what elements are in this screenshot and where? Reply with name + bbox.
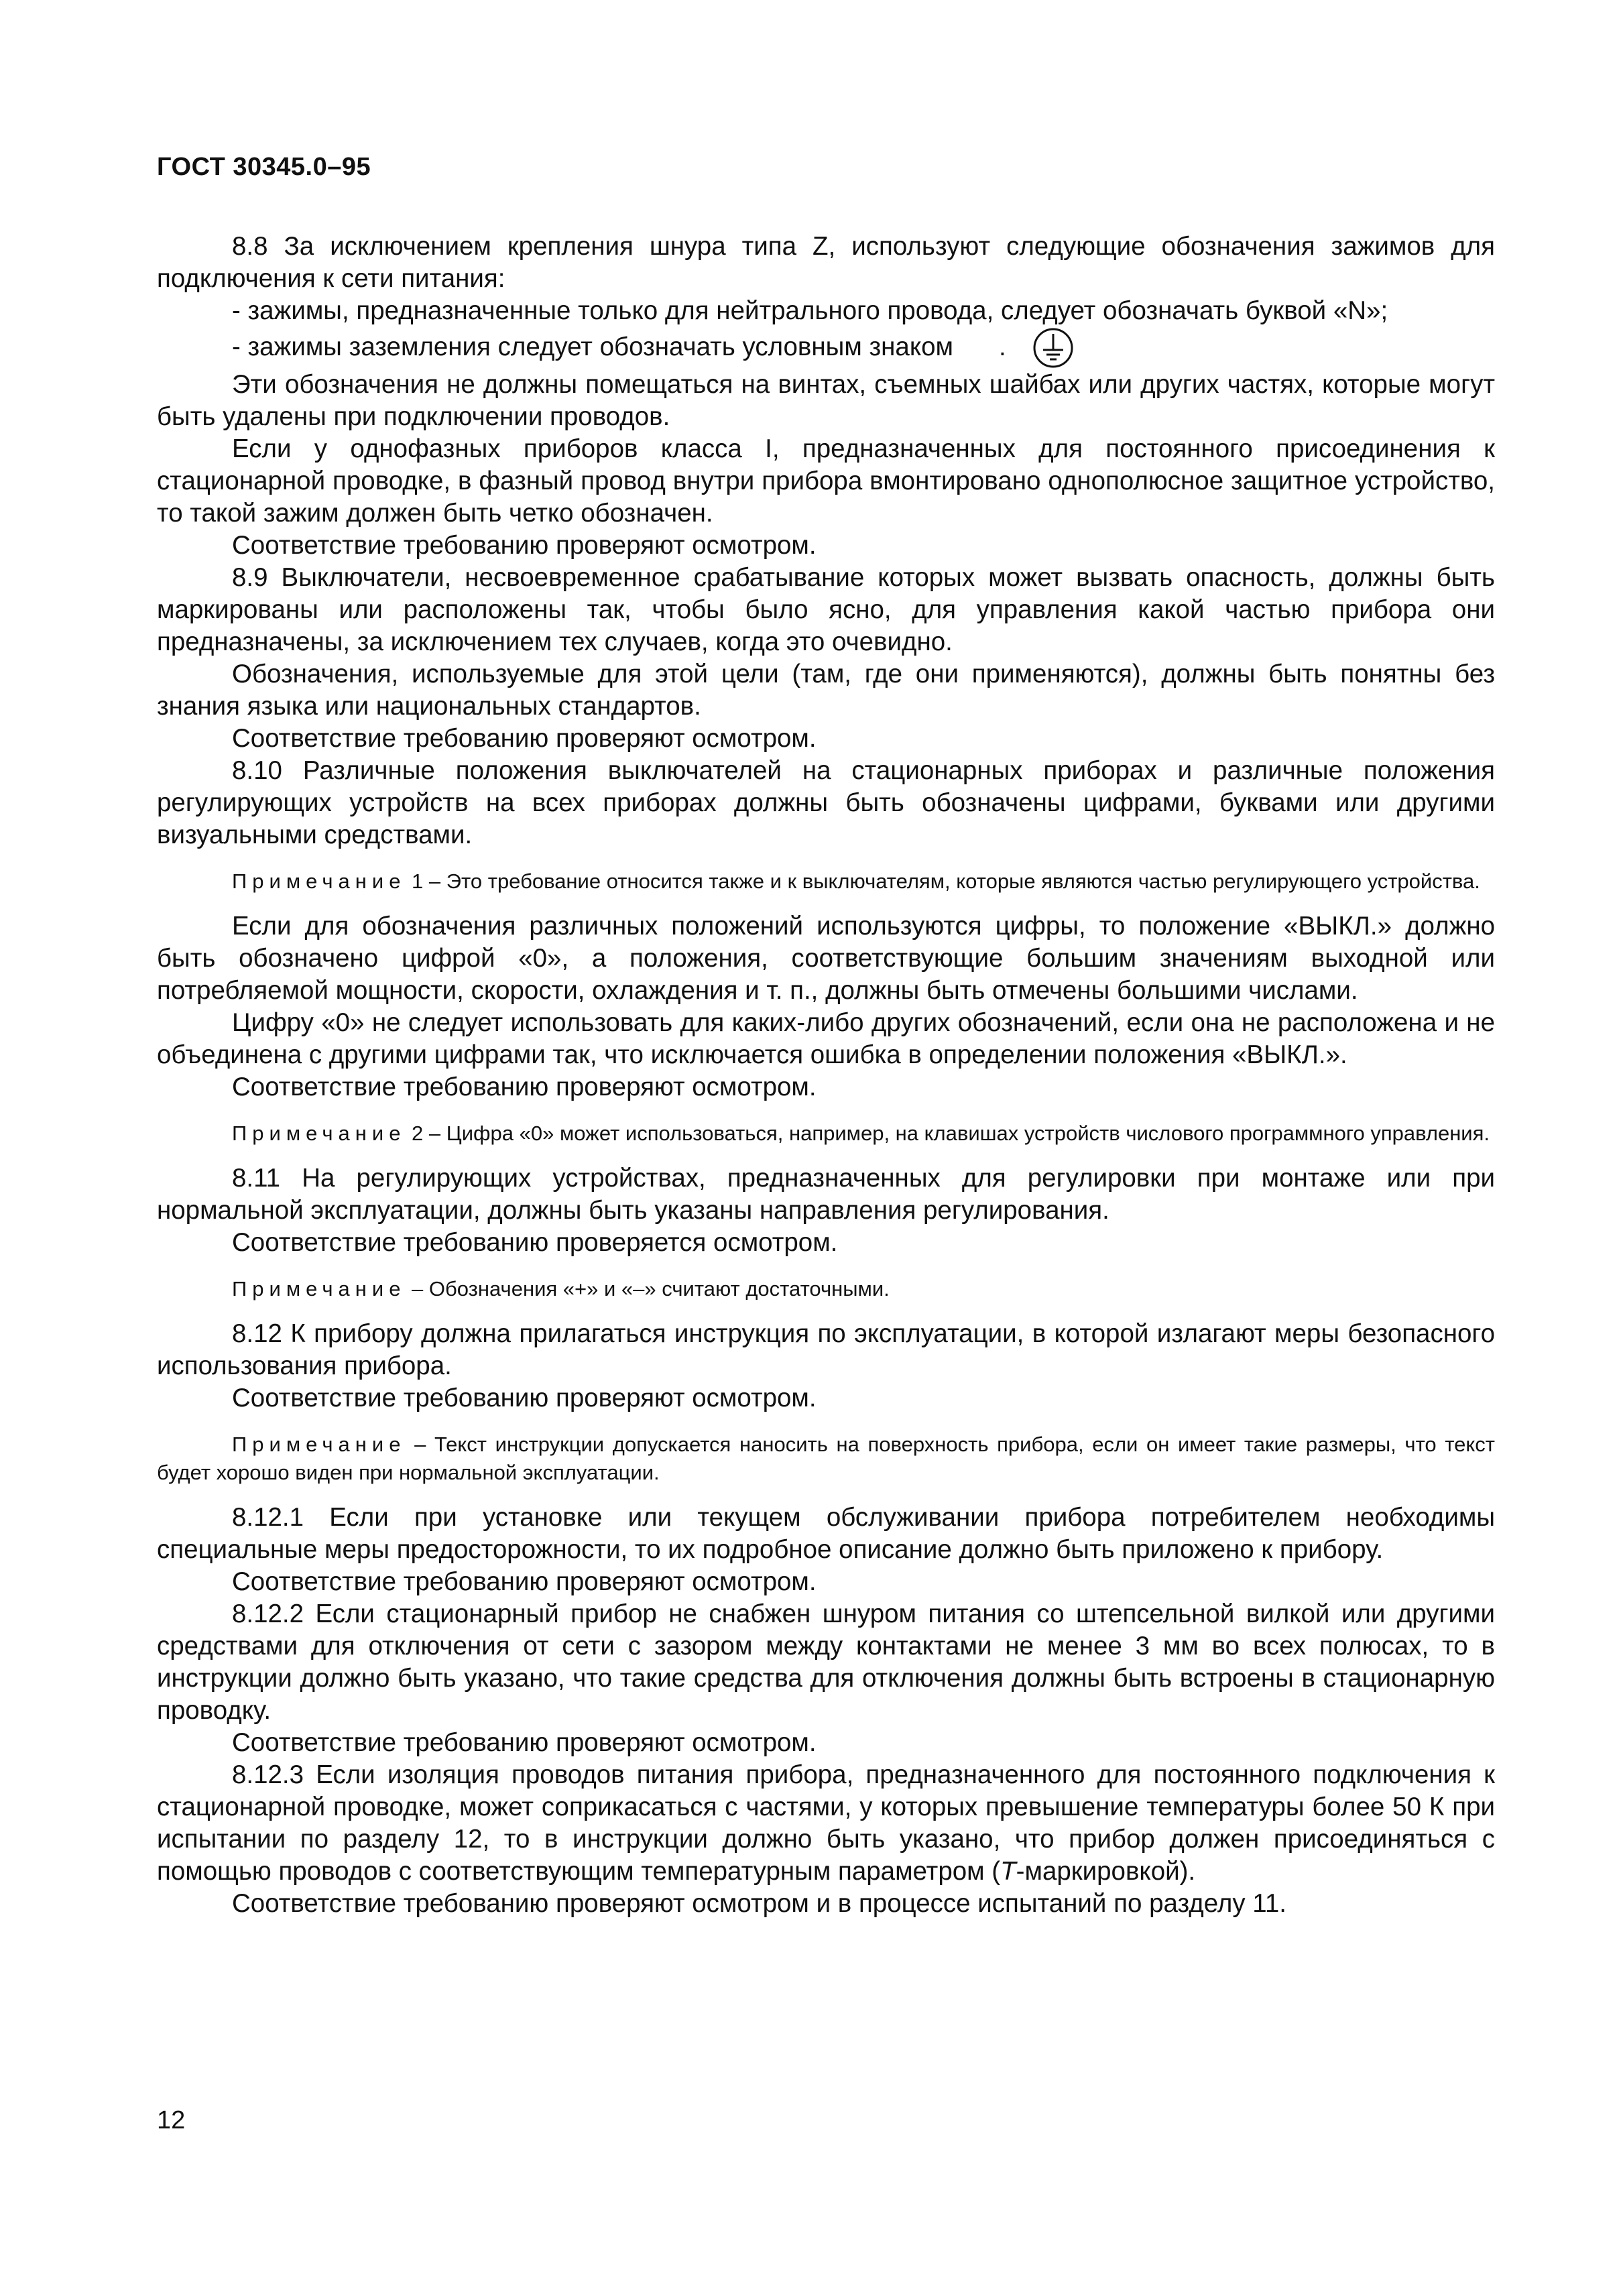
paragraph-8-10-c: Цифру «0» не следует использовать для каких-либо других обозначений, если она не расположена и не объединена с другими цифрами так, что исключается ошибка в определении положения «ВЫКЛ.».	[157, 1008, 1495, 1069]
note-3	[157, 1275, 1495, 1303]
protective-earth-icon	[957, 327, 999, 369]
paragraph-8-9: 8.9 Выключатели, несвоевременное срабатывание которых может вызвать опасность, должны быть маркированы или расположены так, чтобы было ясно, для управления какой частью прибора они предназначены, за исключением тех случаев, когда это очевидно.	[157, 563, 1495, 656]
check-8-8: Соответствие требованию проверяют осмотром.	[232, 531, 817, 560]
paragraph-8-12-1: 8.12.1 Если при установке или текущем обслуживании прибора потребителем необходимы специальные меры предосторожности, то их подробное описание должно быть приложено к прибору.	[157, 1503, 1495, 1564]
paragraph-8-12-3-text: 8.12.3 Если изоляция проводов питания прибора, предназначенного для постоянного подключения к стационарной проводке, может соприкасаться с частями, у которых превышение температуры более 50 К при испытании по разделу 12, то в инструкции должно быть указано, что прибор должен присоединяться с помощью проводов с соответствующим температурным параметром (	[157, 1760, 1495, 1886]
paragraph-8-8: 8.8 За исключением крепления шнура типа Z, используют следующие обозначения зажимов для подключения к сети питания:	[157, 232, 1495, 293]
note-label: Примечание	[232, 1122, 406, 1145]
paragraph-8-12-3-end: -маркировкой).	[1016, 1857, 1196, 1886]
note-1	[157, 867, 1495, 896]
note-label: Примечание	[232, 869, 406, 893]
paragraph-8-12-2: 8.12.2 Если стационарный прибор не снабжен шнуром питания со штепсельной вилкой или другими средствами для отключения от сети с зазором между контактами не менее 3 мм во всех полюсах, то в инструкции должно быть указано, что такие средства для отключения должны быть встроены в стационарную проводку.	[157, 1599, 1495, 1725]
check-8-11: Соответствие требованию проверяется осмотром.	[232, 1228, 838, 1257]
document-body	[157, 231, 1495, 1920]
check-8-9: Соответствие требованию проверяют осмотром.	[232, 724, 817, 753]
paragraph-8-10-b: Если для обозначения различных положений используются цифры, то положение «ВЫКЛ.» должно быть обозначено цифрой «0», а положения, соответствующие большим значениям выходной или потребляемой мощности, скорости, охлаждения и т. п., должны быть отмечены большими числами.	[157, 912, 1495, 1005]
document-header: ГОСТ 30345.0–95	[157, 153, 371, 181]
list-item-neutral: - зажимы, предназначенные только для нейтрального провода, следует обозначать буквой «N»;	[232, 296, 1388, 325]
paragraph-8-12: 8.12 К прибору должна прилагаться инструкция по эксплуатации, в которой излагают меры безопасного использования прибора.	[157, 1319, 1495, 1380]
note-text: – Текст инструкции допускается наносить на поверхность прибора, если он имеет такие размеры, что текст будет хорошо виден при нормальной эксплуатации.	[157, 1433, 1495, 1484]
note-label: Примечание	[232, 1277, 406, 1301]
note-text: 2 – Цифра «0» может использоваться, например, на клавишах устройств числового программного управления.	[406, 1122, 1490, 1145]
paragraph-8-10: 8.10 Различные положения выключателей на стационарных приборах и различные положения регулирующих устройств на всех приборах должны быть обозначены цифрами, буквами или другими визуальными средствами.	[157, 756, 1495, 849]
paragraph-8-11: 8.11 На регулирующих устройствах, предназначенных для регулировки при монтаже или при нормальной эксплуатации, должны быть указаны направления регулирования.	[157, 1164, 1495, 1225]
paragraph-8-8-c: Эти обозначения не должны помещаться на винтах, съемных шайбах или других частях, которые могут быть удалены при подключении проводов.	[157, 370, 1495, 431]
check-8-12: Соответствие требованию проверяют осмотром.	[232, 1384, 817, 1412]
note-label: Примечание	[232, 1433, 406, 1456]
check-8-12-1: Соответствие требованию проверяют осмотром.	[232, 1567, 817, 1596]
note-text: – Обозначения «+» и «–» считают достаточными.	[406, 1277, 890, 1301]
note-2	[157, 1120, 1495, 1148]
t-marking: Т	[1000, 1857, 1016, 1886]
list-item-earth-end: .	[998, 333, 1006, 361]
paragraph-8-12-3	[157, 1759, 1495, 1888]
page-number: 12	[157, 2106, 186, 2134]
check-8-10: Соответствие требованию проверяют осмотром.	[232, 1073, 817, 1101]
check-8-12-3: Соответствие требованию проверяют осмотром и в процессе испытаний по разделу 11.	[232, 1889, 1286, 1918]
note-4	[157, 1431, 1495, 1487]
paragraph-8-8-d: Если у однофазных приборов класса I, предназначенных для постоянного присоединения к стационарной проводке, в фазный провод внутри прибора вмонтировано однополюсное защитное устройство, то такой зажим должен быть четко обозначен.	[157, 434, 1495, 528]
paragraph-8-9-b: Обозначения, используемые для этой цели (там, где они применяются), должны быть понятны без знания языка или национальных стандартов.	[157, 660, 1495, 721]
list-item-earth	[157, 327, 1495, 369]
check-8-12-2: Соответствие требованию проверяют осмотром.	[232, 1728, 817, 1757]
list-item-earth-text: - зажимы заземления следует обозначать условным знаком	[232, 333, 953, 361]
note-text: 1 – Это требование относится также и к выключателям, которые являются частью регулирующего устройства.	[406, 869, 1480, 893]
